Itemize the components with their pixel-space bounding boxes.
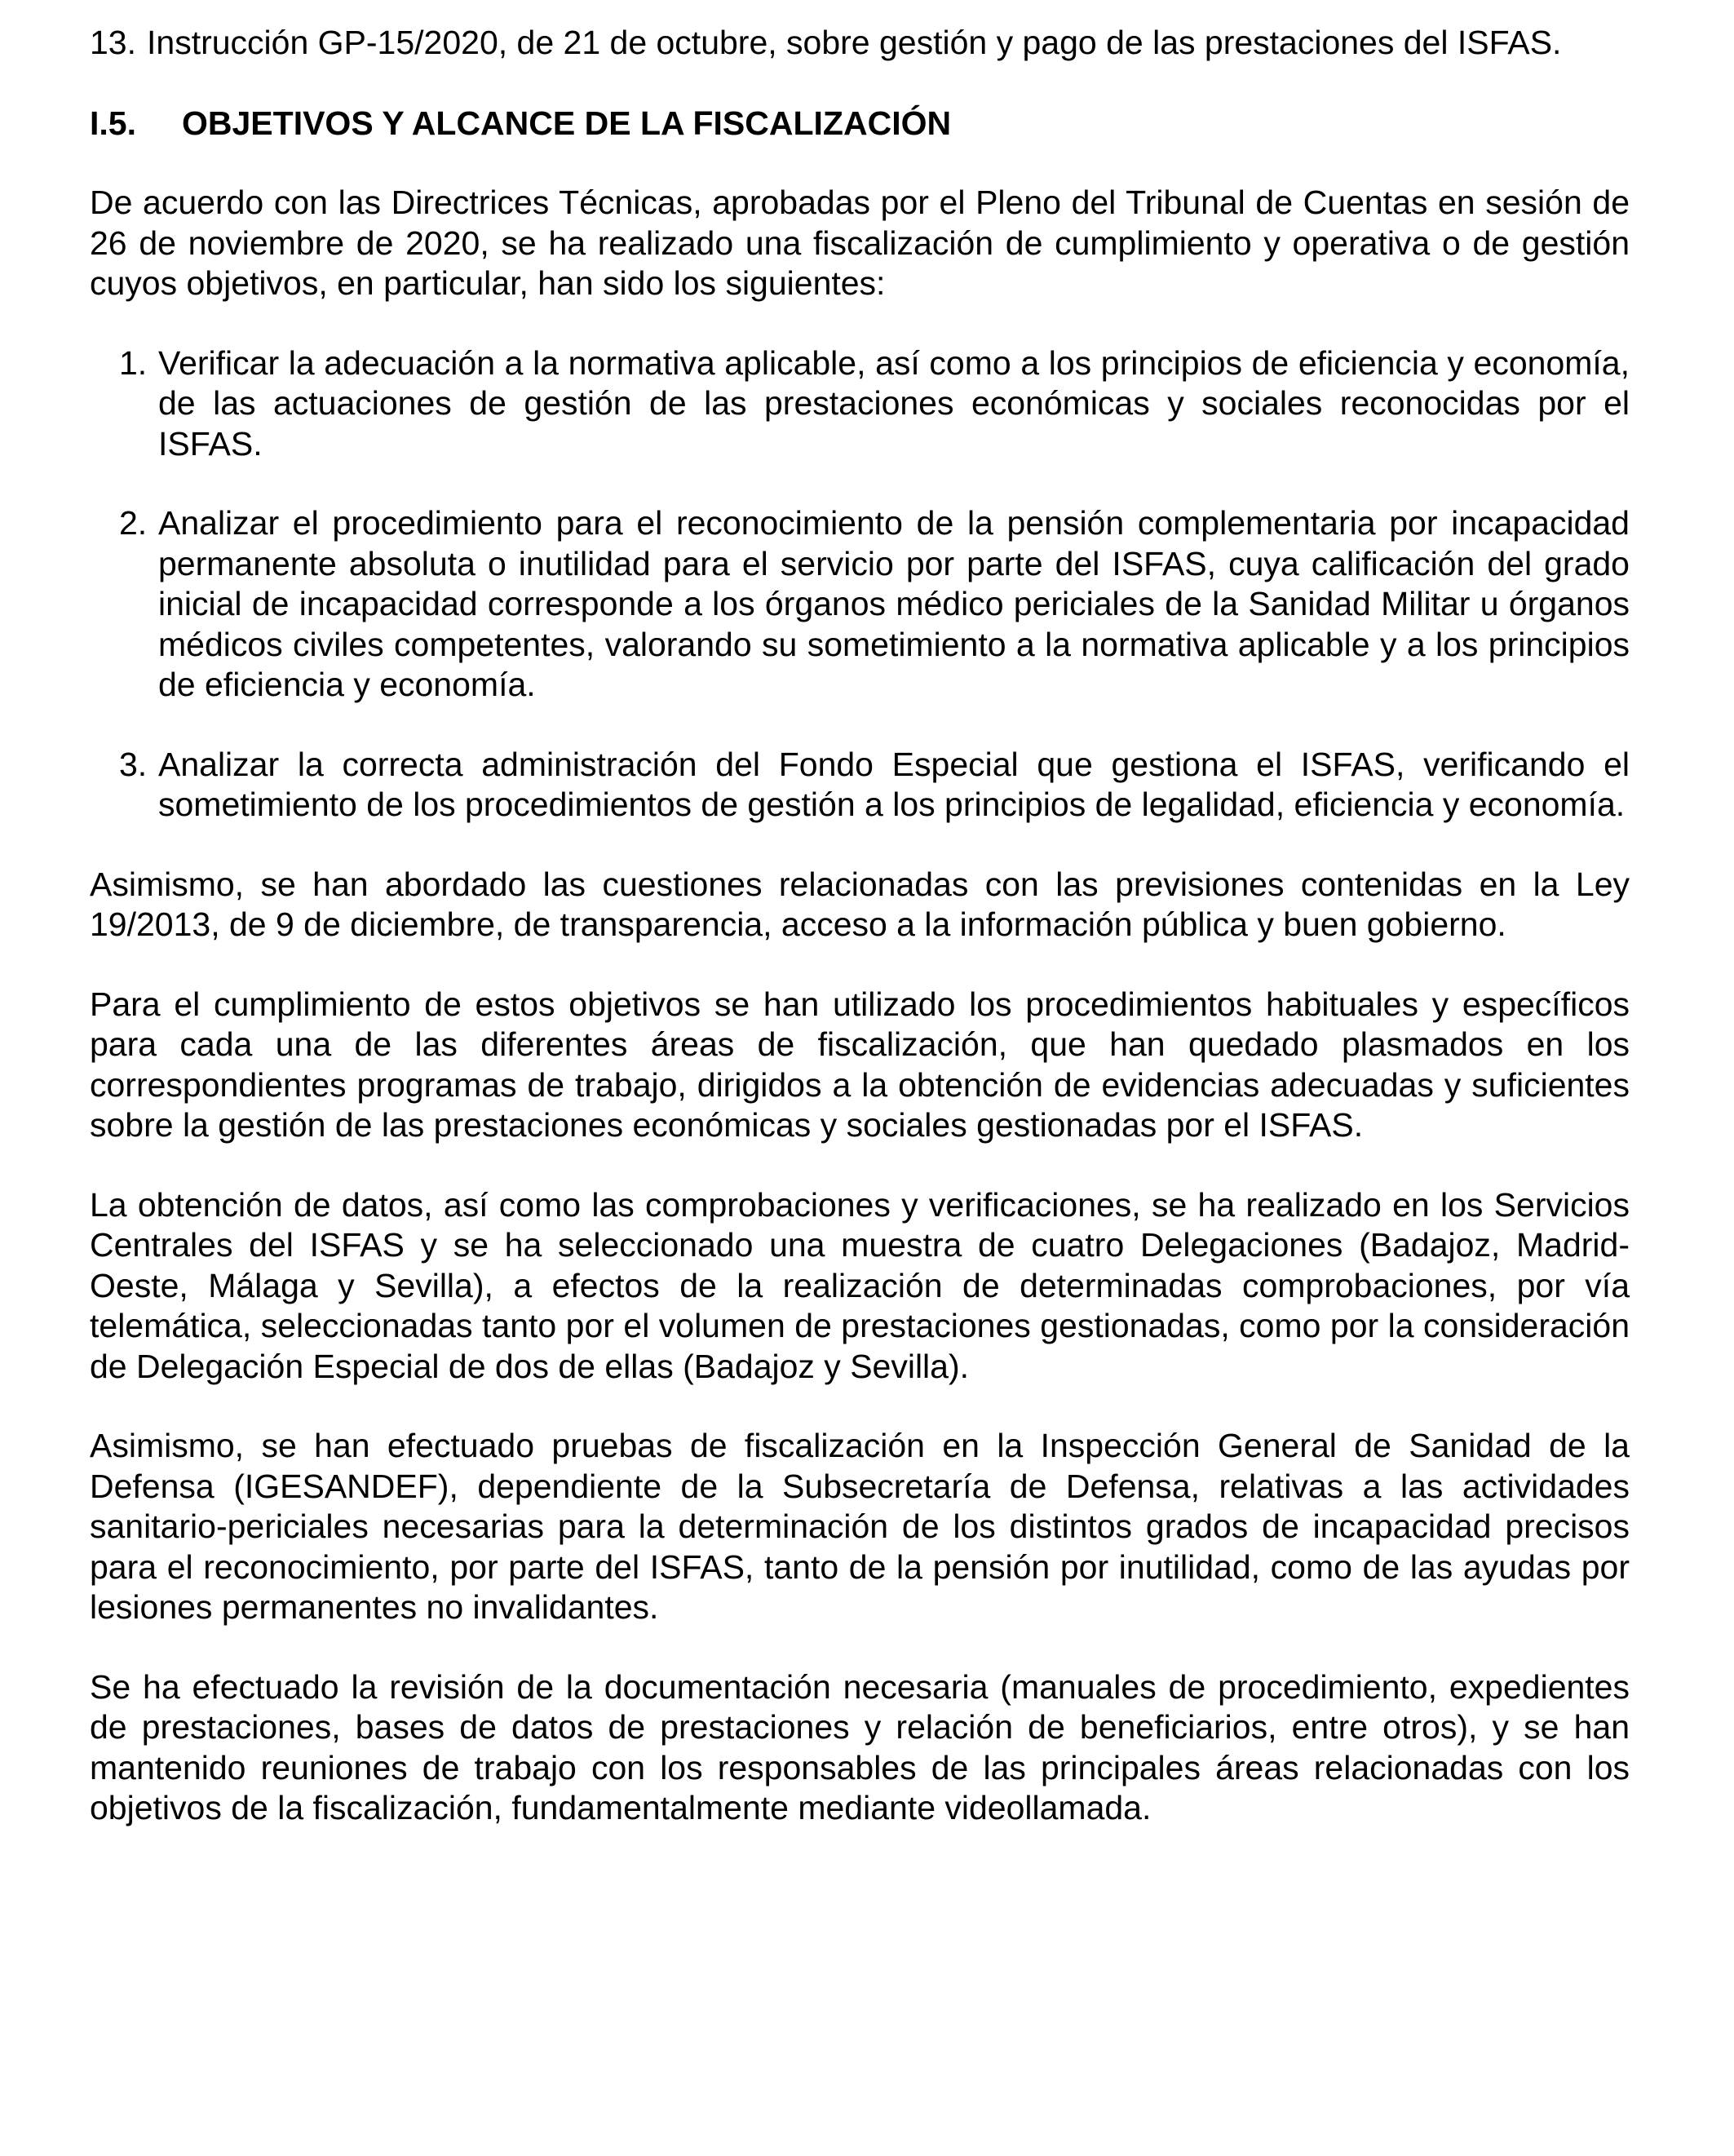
objective-item-2 [90,503,1630,706]
intro-paragraph: De acuerdo con las Directrices Técnicas, aprobadas por el Pleno del Tribunal de Cuentas en sesión de 26 de noviembre de 2020, se ha realizado una fiscalización de cumplimiento y operativa o de gestión cuyos objetivos, en particular, han sido los siguientes: [90,184,1630,302]
section-number: I.5. [90,104,136,142]
objective-text: Analizar el procedimiento para el reconocimiento de la pensión complementaria por incapacidad permanente absoluta o inutilidad para el servicio por parte del ISFAS, cuya calificación del grado inicial de incapacidad corresponde a los órganos médico periciales de la Sanidad Militar u órganos médicos civiles competentes, valorando su sometimiento a la normativa aplicable y a los principios de eficiencia y economía. [158,504,1630,703]
document-page [90,23,1630,1868]
paragraph-procedures: Para el cumplimiento de estos objetivos se han utilizado los procedimientos habituales y específicos para cada una de las diferentes áreas de fiscalización, que han quedado plasmados en los correspondientes programas de trabajo, dirigidos a la obtención de evidencias adecuadas y suficientes sobre la gestión de las prestaciones económicas y sociales gestionadas por el ISFAS. [90,985,1630,1144]
list-item-number: 13. [90,24,136,61]
section-heading [90,104,1630,144]
paragraph-igesandef: Asimismo, se han efectuado pruebas de fiscalización en la Inspección General de Sanidad de la Defensa (IGESANDEF), dependiente de la Subsecretaría de Defensa, relativas a las actividades sanitario-periciales necesarias para la determinación de los distintos grados de incapacidad precisos para el reconocimiento, por parte del ISFAS, tanto de la pensión por inutilidad, como de las ayudas por lesiones permanentes no invalidantes. [90,1427,1630,1626]
objective-number: 2. [119,504,148,542]
objective-number: 3. [119,745,148,783]
objective-text: Analizar la correcta administración del Fondo Especial que gestiona el ISFAS, verificando el sometimiento de los procedimientos de gestión a los principios de legalidad, eficiencia y economía. [158,745,1630,823]
paragraph-transparency: Asimismo, se han abordado las cuestiones relacionadas con las previsiones contenidas en la Ley 19/2013, de 9 de diciembre, de transparencia, acceso a la información pública y buen gobierno. [90,865,1630,943]
objective-text: Verificar la adecuación a la normativa aplicable, así como a los principios de eficiencia y economía, de las actuaciones de gestión de las prestaciones económicas y sociales reconocidas por el ISFAS. [158,343,1630,463]
objective-number: 1. [119,343,148,382]
section-title: OBJETIVOS Y ALCANCE DE LA FISCALIZACIÓN [182,104,952,142]
objective-item-3 [90,745,1630,826]
objective-item-1 [90,343,1630,465]
paragraph-documentation: Se ha efectuado la revisión de la documentación necesaria (manuales de procedimiento, expedientes de prestaciones, bases de datos de prestaciones y relación de beneficiarios, entre otros), y se han mantenido reuniones de trabajo con los responsables de las principales áreas relacionadas con los objetivos de la fiscalización, fundamentalmente mediante videollamada. [90,1667,1630,1826]
list-item-text: Instrucción GP-15/2020, de 21 de octubre, sobre gestión y pago de las prestaciones del ISFAS. [147,24,1562,61]
paragraph-data-collection: La obtención de datos, así como las comprobaciones y verificaciones, se ha realizado en los Servicios Centrales del ISFAS y se ha seleccionado una muestra de cuatro Delegaciones (Badajoz, Madrid-Oeste, Málaga y Sevilla), a efectos de la realización de determinadas comprobaciones, por vía telemática, seleccionadas tanto por el volumen de prestaciones gestionadas, como por la consideración de Delegación Especial de dos de ellas (Badajoz y Sevilla). [90,1185,1630,1385]
list-item-13 [90,23,1630,64]
